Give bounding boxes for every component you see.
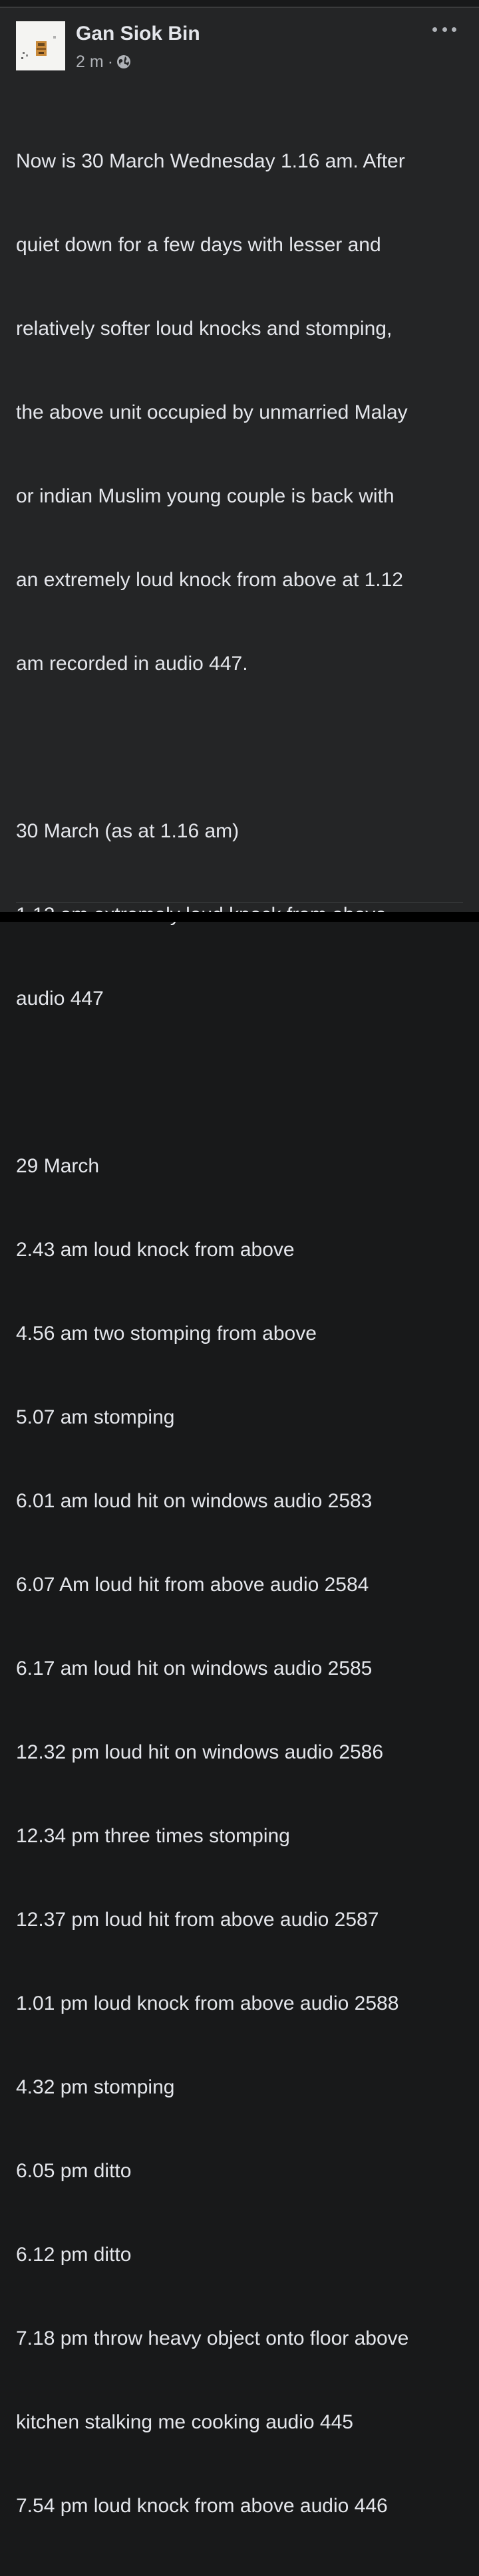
post-line	[16, 1069, 468, 1097]
post-meta	[76, 52, 131, 72]
post-body	[16, 92, 468, 2576]
post-line: 29 March	[16, 1155, 100, 1177]
post-line: 12.32 pm loud hit on windows audio 2586	[16, 1741, 384, 1763]
post-line: the above unit occupied by unmarried Malay	[16, 401, 408, 423]
more-dot	[442, 27, 447, 32]
post-line: 6.01 am loud hit on windows audio 2583	[16, 1490, 373, 1512]
post-card	[0, 8, 479, 2517]
post-line: 30 March (as at 1.16 am)	[16, 820, 240, 842]
post-line: 6.05 pm ditto	[16, 2160, 132, 2182]
post-line: 7.54 pm loud knock from above audio 446	[16, 2495, 388, 2517]
post-line: 12.37 pm loud hit from above audio 2587	[16, 1909, 379, 1931]
more-dot	[452, 27, 456, 32]
post-line: 6.12 pm ditto	[16, 2244, 132, 2266]
post-line: audio 447	[16, 988, 104, 1010]
post-line	[16, 734, 468, 762]
post-line: an extremely loud knock from above at 1.12	[16, 569, 403, 591]
author-name[interactable]: Gan Siok Bin	[76, 23, 200, 45]
post-line: quiet down for a few days with lesser and	[16, 234, 381, 256]
globe-icon[interactable]	[116, 54, 131, 69]
post-time[interactable]: 2 m	[76, 52, 104, 71]
post-line: 6.07 Am loud hit from above audio 2584	[16, 1574, 369, 1596]
footer-bar	[0, 912, 479, 922]
post-line: 1.01 pm loud knock from above audio 2588	[16, 1992, 399, 2014]
post-divider	[16, 902, 463, 903]
post-line: kitchen stalking me cooking audio 445	[16, 2411, 353, 2433]
post-line: 7.18 pm throw heavy object onto floor above	[16, 2327, 409, 2349]
post-line: or indian Muslim young couple is back with	[16, 485, 395, 507]
post-line: am recorded in audio 447.	[16, 653, 248, 675]
post-line: Now is 30 March Wednesday 1.16 am. After	[16, 150, 405, 172]
post-line: 4.32 pm stomping	[16, 2076, 175, 2098]
post-line: 6.17 am loud hit on windows audio 2585	[16, 1658, 373, 1679]
post-header	[16, 21, 463, 74]
avatar-image	[16, 21, 65, 70]
post-line: 5.07 am stomping	[16, 1406, 175, 1428]
post-line: relatively softer loud knocks and stomping,	[16, 318, 393, 340]
avatar[interactable]	[16, 21, 65, 70]
post-line: 12.34 pm three times stomping	[16, 1825, 290, 1847]
post-line: 2.43 am loud knock from above	[16, 1239, 295, 1261]
more-dot	[432, 27, 437, 32]
meta-separator: ·	[107, 52, 114, 71]
more-options-button[interactable]	[432, 21, 456, 37]
post-line: 4.56 am two stomping from above	[16, 1323, 317, 1344]
